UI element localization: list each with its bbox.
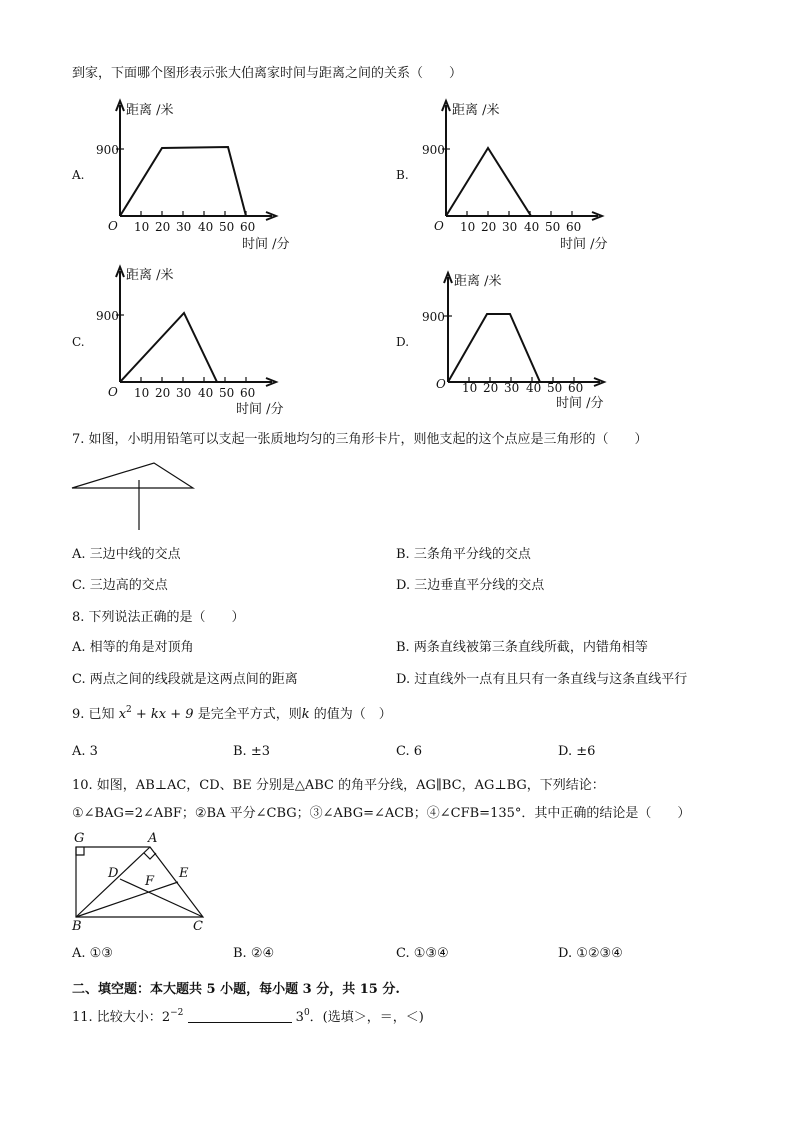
graph-b-yvalue: 900 (422, 143, 445, 157)
q10-label-d: D (108, 866, 119, 881)
graph-c-xtick: 50 (219, 386, 235, 400)
q10-option-b: B. ②④ (233, 946, 275, 961)
graph-b-xtick: 60 (566, 220, 582, 234)
graph-a-xtick: 30 (176, 220, 192, 234)
q8-option-b: B. 两条直线被第三条直线所截，内错角相等 (396, 640, 648, 655)
q11-answer-blank[interactable] (188, 1010, 292, 1023)
q9-option-a: A. 3 (72, 744, 98, 759)
q8-option-a: A. 相等的角是对顶角 (72, 640, 194, 655)
q9-stem-prefix: 9. 已知 (72, 707, 115, 722)
graph-a-origin: O (108, 219, 118, 233)
graph-d-xtick: 50 (547, 381, 563, 395)
q10-option-d: D. ①②③④ (558, 946, 623, 961)
q8-stem: 8. 下列说法正确的是（ ） (72, 610, 245, 625)
graph-d-xtick: 40 (526, 381, 542, 395)
q7-option-b: B. 三条角平分线的交点 (396, 547, 531, 562)
graph-c-xtick: 10 (134, 386, 150, 400)
graph-d-xtick: 30 (504, 381, 520, 395)
graph-a-xtick: 60 (240, 220, 256, 234)
graph-c-xtick: 40 (198, 386, 214, 400)
graph-b-xtick: 30 (502, 220, 518, 234)
graph-a-xlabel: 时间 /分 (242, 237, 290, 252)
q11-suffix: ．(选填＞，＝，＜) (309, 1010, 424, 1025)
q10-line1: 10. 如图，AB⊥AC，CD、BE 分别是△ABC 的角平分线，AG∥BC，AG⊥BG，下列结论： (72, 778, 605, 793)
graph-a-ylabel: 距离 /米 (126, 103, 174, 118)
graph-d-ylabel: 距离 /米 (454, 274, 502, 289)
q11-stem (72, 1010, 424, 1026)
graph-c-xtick: 20 (155, 386, 171, 400)
q10-label-e: E (179, 866, 189, 881)
graph-c-origin: O (108, 385, 118, 399)
q9-option-b: B. ±3 (233, 744, 270, 759)
q9-k: k (301, 707, 310, 722)
graph-b-ylabel: 距离 /米 (452, 103, 500, 118)
q8-option-d: D. 过直线外一点有且只有一条直线与这条直线平行 (396, 672, 688, 687)
section2-heading: 二、填空题：本大题共 5 小题，每小题 3 分，共 15 分. (72, 982, 400, 997)
graph-c-yvalue: 900 (96, 309, 119, 323)
q9-expr-exp: 2 (126, 705, 132, 715)
q11-base2: 3 (295, 1010, 304, 1025)
graph-c-option-label: C. (72, 335, 85, 349)
graph-a-xtick: 10 (134, 220, 150, 234)
graph-b-xlabel: 时间 /分 (560, 237, 608, 252)
q10-label-f: F (145, 874, 155, 889)
q10-label-g: G (74, 831, 85, 846)
q9-expr-x: x (118, 707, 127, 722)
graph-d-xtick: 60 (568, 381, 584, 395)
graph-d-yvalue: 900 (422, 310, 445, 324)
q7-option-c: C. 三边高的交点 (72, 578, 168, 593)
graph-d-xlabel: 时间 /分 (556, 396, 604, 411)
graph-a-xtick: 40 (198, 220, 214, 234)
graph-d-xtick: 10 (462, 381, 478, 395)
q7-option-d: D. 三边垂直平分线的交点 (396, 578, 545, 593)
q11-exp2: 0 (303, 1008, 310, 1018)
q10-label-b: B (72, 919, 82, 934)
graph-b-xtick: 50 (545, 220, 561, 234)
graph-a-option-label: A. (72, 168, 85, 182)
graph-b-xtick: 40 (524, 220, 540, 234)
q7-option-a: A. 三边中线的交点 (72, 547, 181, 562)
q9-option-c: C. 6 (396, 744, 423, 759)
graph-a-xtick: 20 (155, 220, 171, 234)
q9-stem-suffix: 的值为（ ） (313, 707, 392, 722)
graph-c-xtick: 60 (240, 386, 256, 400)
q10-option-a: A. ①③ (72, 946, 113, 961)
q11-base1: 2 (161, 1010, 171, 1025)
q9-stem-middle: 是完全平方式，则 (197, 707, 302, 722)
q9-expr-rest: + kx + 9 (131, 707, 194, 722)
graph-d-xtick: 20 (483, 381, 499, 395)
q8-option-c: C. 两点之间的线段就是这两点间的距离 (72, 672, 298, 687)
q10-label-a: A (148, 831, 158, 846)
q10-line2: ①∠BAG=2∠ABF；②BA 平分∠CBG；③∠ABG=∠ACB；④∠CFB=135°．其中正确的结论是（ ） (72, 806, 691, 821)
graph-d-option-label: D. (396, 335, 410, 349)
q10-label-c: C (193, 919, 203, 934)
graph-c-xtick: 30 (176, 386, 192, 400)
graph-b-origin: O (434, 219, 444, 233)
q6-stem: 到家，下面哪个图形表示张大伯离家时间与距离之间的关系（ ） (72, 66, 463, 81)
graph-c-xlabel: 时间 /分 (236, 402, 284, 417)
q7-stem: 7. 如图，小明用铅笔可以支起一张质地均匀的三角形卡片，则他支起的这个点应是三角形的（ ） (72, 432, 648, 447)
q9-option-d: D. ±6 (558, 744, 596, 759)
graph-b-xtick: 10 (460, 220, 476, 234)
graph-d-origin: O (436, 377, 446, 391)
q11-exp1: −2 (170, 1008, 184, 1018)
graph-a-yvalue: 900 (96, 143, 119, 157)
q10-option-c: C. ①③④ (396, 946, 449, 961)
graph-a-xtick: 50 (219, 220, 235, 234)
graph-b-option-label: B. (396, 168, 409, 182)
q11-prefix: 11. 比较大小： (72, 1010, 162, 1025)
graph-b-xtick: 20 (481, 220, 497, 234)
graph-c-ylabel: 距离 /米 (126, 268, 174, 283)
